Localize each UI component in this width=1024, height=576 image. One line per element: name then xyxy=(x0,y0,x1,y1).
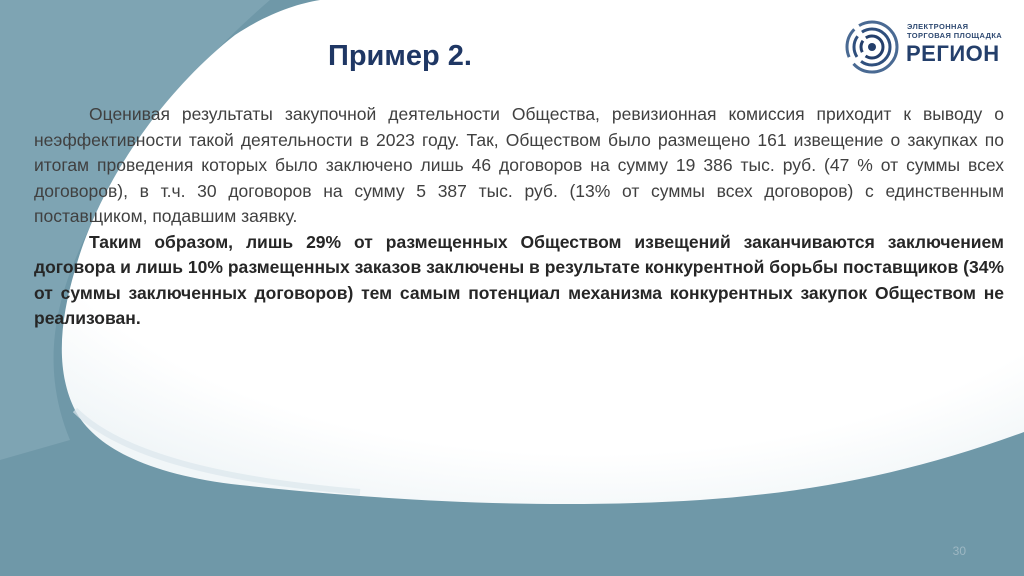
logo-line-1: ЭЛЕКТРОННАЯ xyxy=(907,22,969,31)
logo-name: РЕГИОН xyxy=(906,41,1000,66)
body-paragraph-1: Оценивая результаты закупочной деятельности Общества, ревизионная комиссия приходит к выводу о неэффективности такой деятельности в 2023 году. Так, Обществом было размещено 161 извещение о закупках по итогам проведения которых было заключено лишь 46 договоров на сумму 19 386 тыс. руб. (47 % от суммы всех договоров), в т.ч. 30 договоров на сумму 5 387 тыс. руб. (13% от суммы всех договоров) с единственным поставщиком, подавшим заявку. xyxy=(34,104,1004,226)
region-swirl-logo-icon xyxy=(843,18,901,76)
slide-body xyxy=(34,102,1004,332)
page-number: 30 xyxy=(952,544,966,558)
body-paragraph-2: Таким образом, лишь 29% от размещенных Обществом извещений заканчиваются заключением договора и лишь 10% размещенных заказов заключены в результате конкурентной борьбы поставщиков (34% от суммы заключенных договоров) тем самым потенциал механизма конкурентных закупок Обществом не реализован. xyxy=(34,231,1004,328)
slide-title: Пример 2. xyxy=(328,40,472,72)
logo-line-2: ТОРГОВАЯ ПЛОЩАДКА xyxy=(907,31,1003,40)
region-logo xyxy=(843,18,1013,76)
